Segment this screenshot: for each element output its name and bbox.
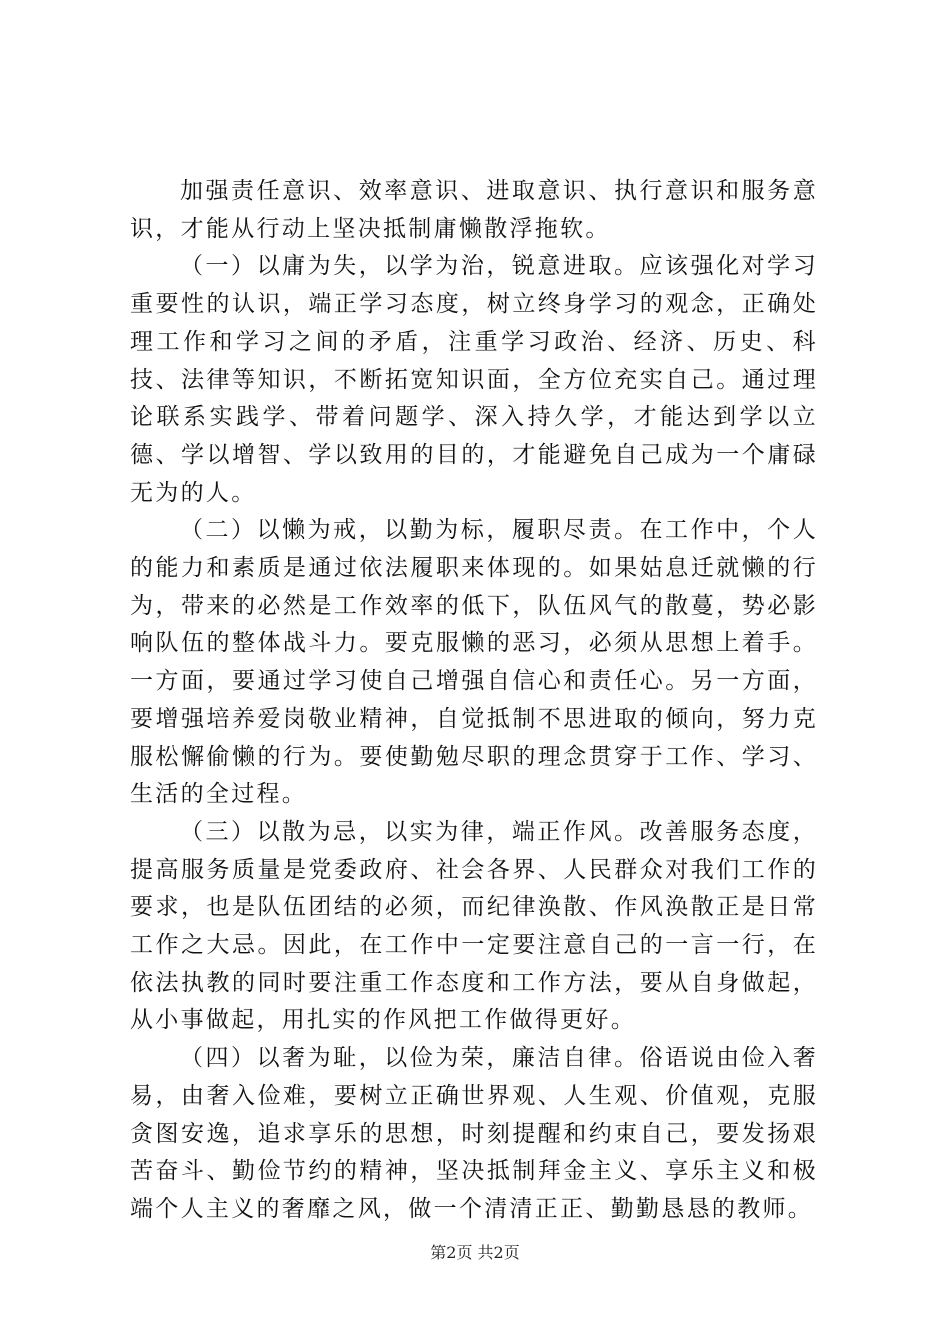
- paragraph-section-1: （一）以庸为失，以学为治，锐意进取。应该强化对学习重要性的认识，端正学习态度，树立终身学习的观念，正确处理工作和学习之间的矛盾，注重学习政治、经济、历史、科技、法律等知识，不断拓宽知识面，全方位充实自己。通过理论联系实践学、带着问题学、深入持久学，才能达到学以立德、学以增智、学以致用的目的，才能避免自己成为一个庸碌无为的人。: [130, 253, 818, 506]
- paragraph-intro: 加强责任意识、效率意识、进取意识、执行意识和服务意识，才能从行动上坚决抵制庸懒散浮拖软。: [130, 178, 818, 242]
- paragraph-section-4: （四）以奢为耻，以俭为荣，廉洁自律。俗语说由俭入奢易，由奢入俭难，要树立正确世界观、人生观、价值观，克服贪图安逸，追求享乐的思想，时刻提醒和约束自己，要发扬艰苦奋斗、勤俭节约的精神，坚决抵制拜金主义、享乐主义和极端个人主义的奢靡之风，做一个清清正正、勤勤恳恳的教师。: [130, 1045, 818, 1222]
- paragraph-section-2: （二）以懒为戒，以勤为标，履职尽责。在工作中，个人的能力和素质是通过依法履职来体现的。如果姑息迁就懒的行为，带来的必然是工作效率的低下，队伍风气的散蔓，势必影响队伍的整体战斗力。要克服懒的恶习，必须从思想上着手。一方面，要通过学习使自己增强自信心和责任心。另一方面，要增强培养爱岗敬业精神，自觉抵制不思进取的倾向，努力克服松懈偷懒的行为。要使勤勉尽职的理念贯穿于工作、学习、生活的全过程。: [130, 517, 818, 808]
- paragraph-section-3: （三）以散为忌，以实为律，端正作风。改善服务态度，提高服务质量是党委政府、社会各界、人民群众对我们工作的要求，也是队伍团结的必须，而纪律涣散、作风涣散正是日常工作之大忌。因此，在工作中一定要注意自己的一言一行，在依法执教的同时要注重工作态度和工作方法，要从自身做起，从小事做起，用扎实的作风把工作做得更好。: [130, 818, 818, 1034]
- page-footer: [0, 1242, 950, 1264]
- page-number: 第2页 共2页: [430, 1243, 520, 1262]
- document-body: [130, 173, 818, 1229]
